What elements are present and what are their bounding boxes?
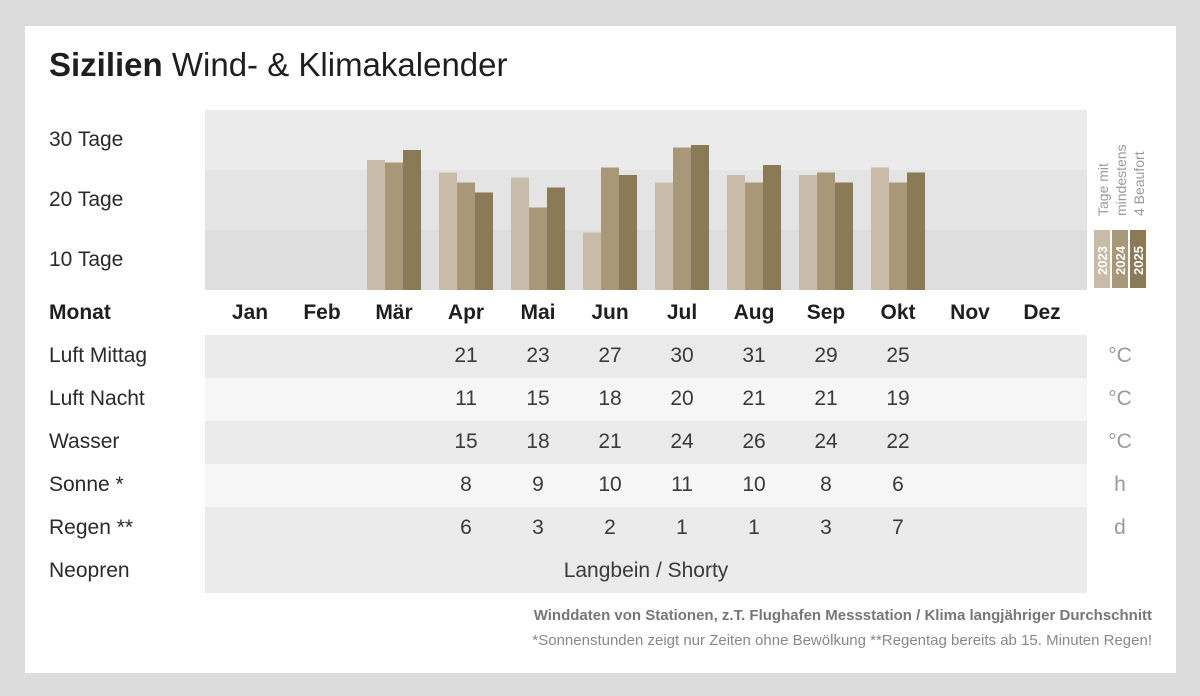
bar-okt-2023 [871, 168, 889, 291]
bar-mai-2025 [547, 188, 565, 291]
table-cell: 21 [742, 387, 766, 410]
row-unit: h [1114, 473, 1126, 496]
month-header-label: Monat [49, 301, 111, 324]
bar-aug-2025 [763, 165, 781, 290]
month-dez: Dez [1023, 301, 1061, 324]
bar-sep-2025 [835, 183, 853, 291]
table-cell: 18 [598, 387, 622, 410]
table-cell: 3 [532, 516, 544, 539]
bar-apr-2025 [475, 193, 493, 291]
y-tick-10: 10 Tage [49, 248, 124, 271]
month-apr: Apr [447, 301, 485, 324]
legend-2023-label: 2023 [1094, 246, 1110, 275]
month-feb: Feb [303, 301, 341, 324]
chart-band [205, 110, 1087, 170]
table-cell: 6 [460, 516, 472, 539]
table-cell: 21 [454, 344, 478, 367]
legend-2024-label: 2024 [1112, 246, 1128, 275]
bar-aug-2023 [727, 175, 745, 290]
y-tick-30: 30 Tage [49, 128, 124, 151]
table-cell: 15 [454, 430, 478, 453]
table-row [25, 507, 1176, 550]
table-cell: 2 [604, 516, 616, 539]
table-cell: 1 [676, 516, 688, 539]
table-cell: 11 [455, 387, 477, 410]
bar-jul-2024 [673, 148, 691, 291]
row-unit: °C [1108, 344, 1132, 367]
table-cell: 21 [814, 387, 838, 410]
legend-2025 [1130, 230, 1146, 288]
month-mar: Mär [375, 301, 413, 324]
row-label: Wasser [49, 430, 120, 453]
table-row [25, 421, 1176, 464]
bar-okt-2025 [907, 173, 925, 291]
table-cell: 29 [814, 344, 838, 367]
table-cell: 10 [742, 473, 766, 496]
legend-note-line3: 4 Beaufort [1131, 151, 1147, 216]
table-cell: 25 [886, 344, 910, 367]
bar-jun-2025 [619, 175, 637, 290]
bar-mai-2023 [511, 178, 529, 291]
table-cell: 10 [598, 473, 622, 496]
bar-aug-2024 [745, 183, 763, 291]
neopren-row [25, 550, 1176, 593]
bar-jul-2025 [691, 145, 709, 290]
table-row [25, 464, 1176, 507]
month-mai: Mai [520, 301, 556, 324]
climate-card [25, 26, 1176, 673]
month-jul: Jul [666, 301, 698, 324]
legend-2023 [1094, 230, 1110, 288]
row-unit: °C [1108, 387, 1132, 410]
title-subtitle: Wind- & Klimakalender [171, 46, 508, 83]
month-header-row [25, 292, 1176, 335]
wind-bar-chart [205, 110, 1087, 292]
row-label: Regen ** [49, 516, 134, 539]
table-cell: 11 [671, 473, 693, 496]
table-cell: 8 [820, 473, 832, 496]
chart-band [205, 170, 1087, 230]
bar-mai-2024 [529, 208, 547, 291]
table-cell: 27 [598, 344, 622, 367]
table-cell: 21 [598, 430, 622, 453]
footer-source-note: Winddaten von Stationen, z.T. Flughafen Messstation / Klima langjähriger Durchschnitt [533, 607, 1152, 624]
bar-mär-2023 [367, 160, 385, 290]
month-nov: Nov [950, 301, 990, 324]
table-cell: 22 [886, 430, 910, 453]
table-cell: 3 [820, 516, 832, 539]
table-cell: 26 [742, 430, 766, 453]
y-tick-20: 20 Tage [49, 188, 124, 211]
bar-okt-2024 [889, 183, 907, 291]
bar-mär-2024 [385, 163, 403, 291]
title-region: Sizilien [49, 46, 163, 83]
table-cell: 31 [742, 344, 766, 367]
table-cell: 19 [886, 387, 910, 410]
row-label: Luft Nacht [49, 387, 145, 410]
bar-sep-2024 [817, 173, 835, 291]
row-unit: °C [1108, 430, 1132, 453]
table-row [25, 378, 1176, 421]
bar-jul-2023 [655, 183, 673, 291]
table-row [25, 335, 1176, 378]
table-cell: 23 [526, 344, 550, 367]
table-cell: 20 [670, 387, 694, 410]
legend-note-line1: Tage mit [1095, 163, 1111, 216]
bar-apr-2023 [439, 173, 457, 291]
row-label: Sonne * [49, 473, 124, 496]
legend-note-line2: mindestens [1113, 144, 1129, 216]
legend-note [1095, 126, 1151, 216]
table-cell: 30 [670, 344, 694, 367]
bar-jun-2023 [583, 233, 601, 291]
chart-band [205, 230, 1087, 290]
legend-2024 [1112, 230, 1128, 288]
table-cell: 9 [532, 473, 544, 496]
legend-2025-label: 2025 [1130, 246, 1146, 275]
table-cell: 24 [670, 430, 694, 453]
table-cell: 24 [814, 430, 838, 453]
bar-mär-2025 [403, 150, 421, 290]
bar-apr-2024 [457, 183, 475, 291]
row-unit: d [1114, 516, 1126, 539]
month-okt: Okt [880, 301, 916, 324]
month-aug: Aug [733, 301, 775, 324]
table-cell: 18 [526, 430, 550, 453]
table-cell: 1 [748, 516, 760, 539]
month-sep: Sep [806, 301, 846, 324]
table-cell: 6 [892, 473, 904, 496]
month-jan: Jan [231, 301, 269, 324]
row-label: Luft Mittag [49, 344, 148, 367]
month-jun: Jun [591, 301, 629, 324]
bar-jun-2024 [601, 168, 619, 291]
page-title [49, 46, 508, 84]
table-cell: 15 [526, 387, 550, 410]
neopren-label: Neopren [49, 559, 130, 582]
neopren-value: Langbein / Shorty [563, 559, 729, 582]
table-cell: 8 [460, 473, 472, 496]
footer-footnotes: *Sonnenstunden zeigt nur Zeiten ohne Bewölkung **Regentag bereits ab 15. Minuten Regen! [532, 632, 1152, 649]
table-cell: 7 [892, 516, 904, 539]
bar-sep-2023 [799, 175, 817, 290]
